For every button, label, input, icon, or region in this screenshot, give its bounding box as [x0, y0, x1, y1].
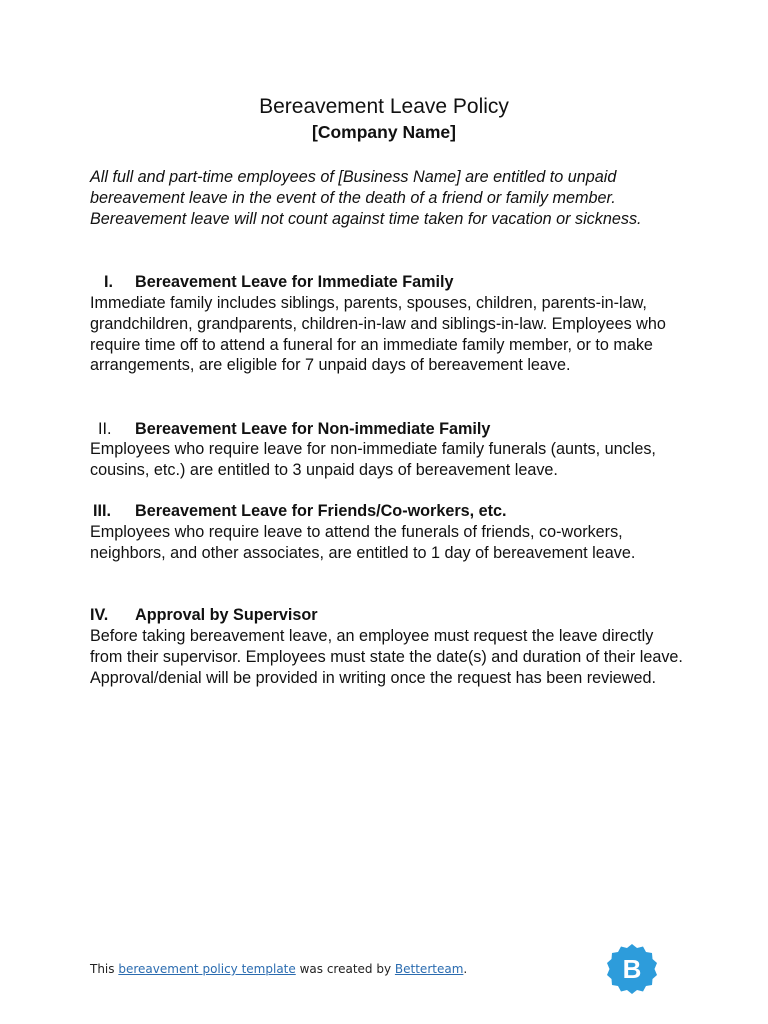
footer-suffix: . [463, 962, 468, 976]
betterteam-logo-icon [605, 942, 659, 996]
intro-paragraph: All full and part-time employees of [Business Name] are entitled to unpaid bereavement leave in the event of the death of a friend or family member. Bereavement leave will not count against time taken for vacation or sickness. [90, 168, 642, 228]
section-number: IV. [90, 606, 109, 624]
section-heading-friends-coworkers [90, 501, 690, 522]
footer-credit [90, 961, 467, 977]
template-link[interactable]: bereavement policy template [118, 962, 296, 976]
section-title: Approval by Supervisor [135, 606, 318, 624]
section-body-non-immediate-family: Employees who require leave for non-immediate family funerals (aunts, uncles, cousins, etc.) are entitled to 3 unpaid days of bereavement leave. [90, 440, 656, 479]
section-heading-approval [90, 605, 690, 626]
betterteam-link[interactable]: Betterteam [394, 962, 464, 976]
section-body-approval: Before taking bereavement leave, an employee must request the leave directly from their supervisor. Employees must state the date(s) and duration of their leave. Approval/denial will be provided in writing once the request has been reviewed. [90, 627, 683, 687]
section-number: II. [98, 420, 112, 438]
section-number: I. [104, 273, 113, 291]
section-heading-immediate-family [90, 272, 690, 293]
footer-middle: was created by [299, 962, 392, 976]
section-title: Bereavement Leave for Friends/Co-workers, etc. [135, 502, 507, 520]
section-title: Bereavement Leave for Immediate Family [135, 273, 454, 291]
company-name-placeholder: [Company Name] [312, 122, 456, 142]
section-number: III. [93, 502, 111, 520]
section-body-friends-coworkers: Employees who require leave to attend the funerals of friends, co-workers, neighbors, and other associates, are entitled to 1 day of bereavement leave. [90, 523, 636, 562]
section-title: Bereavement Leave for Non-immediate Family [135, 420, 491, 438]
section-heading-non-immediate-family [90, 419, 690, 440]
section-body-immediate-family: Immediate family includes siblings, parents, spouses, children, parents-in-law, grandchildren, grandparents, children-in-law and siblings-in-law. Employees who require time off to attend a funeral for an immediate family member, or to make arrangements, are eligible for 7 unpaid days of bereavement leave. [90, 294, 666, 375]
logo-letter: B [622, 954, 642, 984]
footer-prefix: This [90, 962, 115, 976]
document-title: Bereavement Leave Policy [259, 95, 509, 118]
